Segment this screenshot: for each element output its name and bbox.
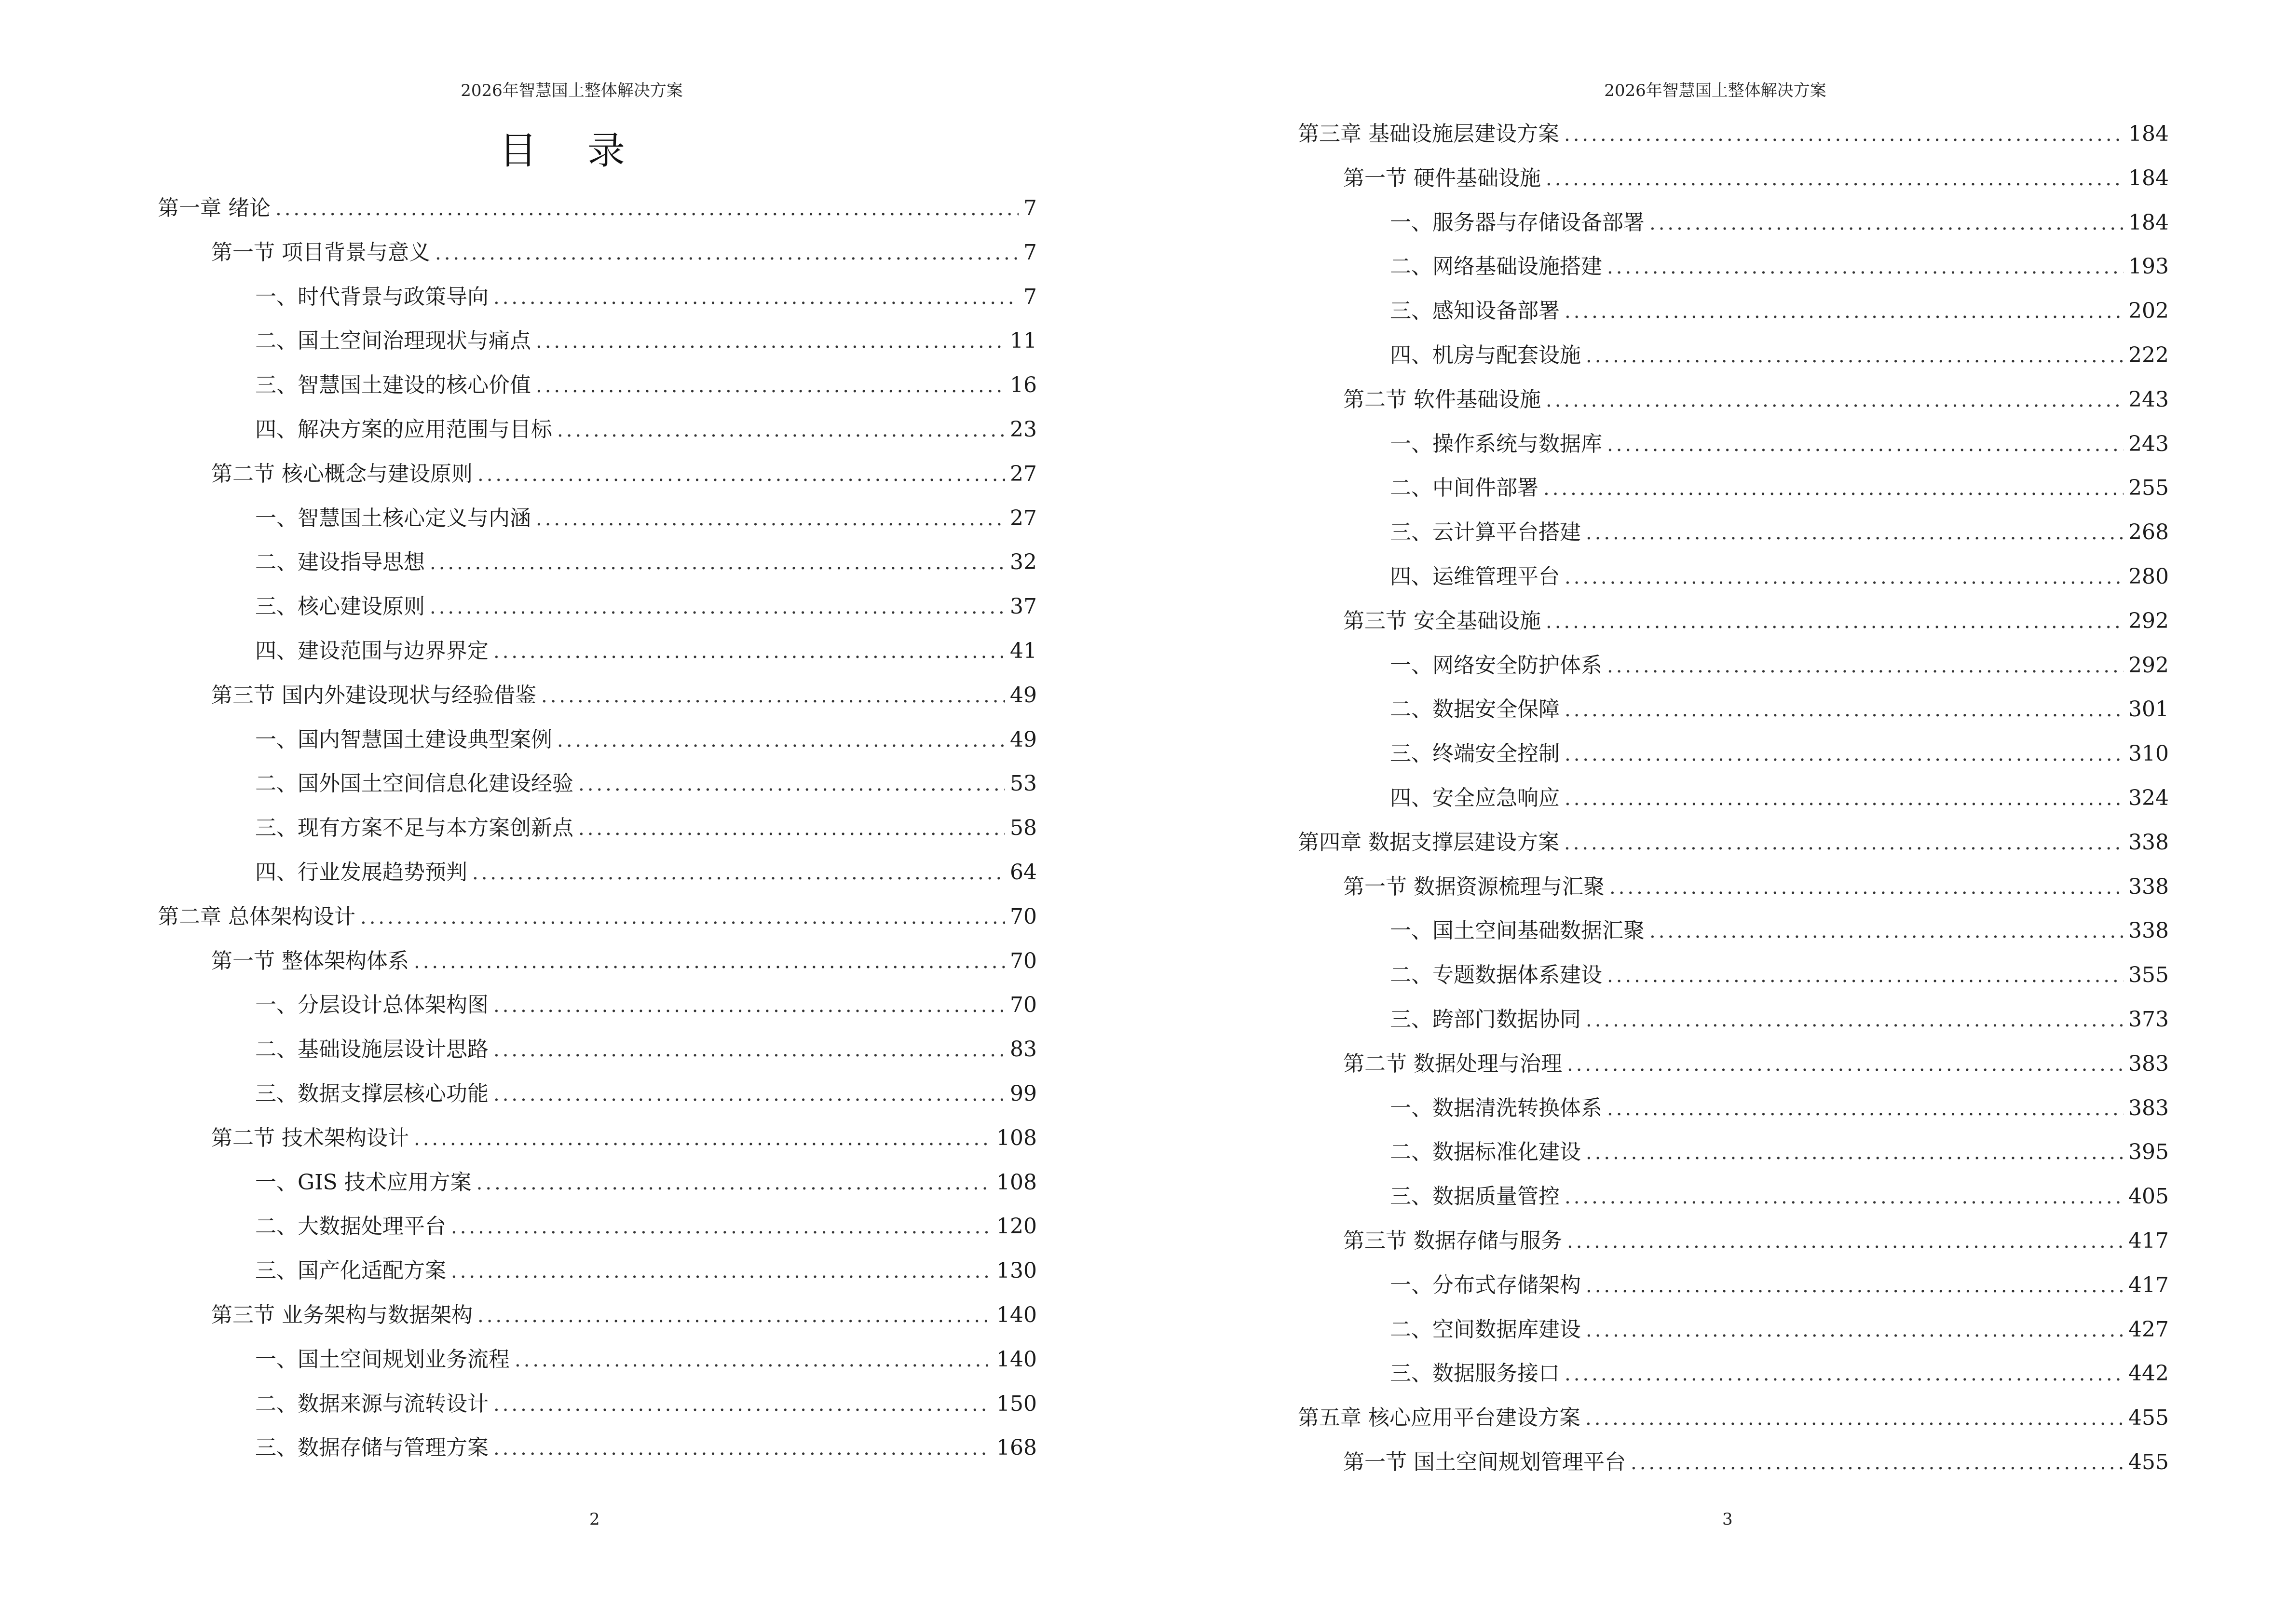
toc-page-number: 7 [1023,284,1037,309]
toc-entry-title: 二、建设指导思想 [255,550,425,575]
toc-page-number: 168 [996,1435,1037,1460]
toc-entry-title: 二、中间件部署 [1390,476,1538,501]
toc-subsection-link[interactable] [255,811,1037,845]
toc-page-number: 150 [996,1391,1037,1416]
toc-page-number: 427 [2128,1317,2169,1342]
toc-subsection-link[interactable] [255,1210,1037,1243]
toc-subsection-link[interactable] [255,723,1037,757]
toc-page-number: 243 [2128,387,2169,412]
toc-entry-title: 四、运维管理平台 [1390,564,1560,589]
toc-page-number: 11 [1010,328,1037,354]
toc-subsection-link[interactable] [1390,1357,2169,1391]
dot-leader [1567,1225,2124,1258]
dot-leader [414,1122,992,1156]
dot-leader [1607,959,2124,993]
dot-leader [515,1343,992,1377]
dot-leader [1586,1003,2124,1037]
dot-leader [541,679,1005,713]
toc-page-number: 338 [2128,830,2169,855]
toc-subsection-link[interactable] [255,1387,1037,1421]
toc-entry-title: 二、数据安全保障 [1390,697,1560,722]
toc-page-number: 455 [2128,1406,2169,1431]
toc-page-number: 255 [2128,476,2169,501]
toc-entry-title: 第一节 项目背景与意义 [211,240,430,265]
toc-entry-title: 第三节 业务架构与数据架构 [211,1303,473,1327]
toc-page-number: 53 [1010,771,1037,796]
dot-leader [1564,118,2124,151]
dot-leader [1586,516,2124,550]
toc-page-number: 292 [2128,653,2169,678]
toc-page-number: 442 [2128,1361,2169,1386]
toc-page-number: 108 [996,1170,1037,1195]
toc-entry-title: 二、国土空间治理现状与痛点 [255,328,531,354]
toc-page-number: 27 [1010,461,1037,486]
dot-leader [451,1255,992,1288]
toc-page-number: 310 [2128,741,2169,766]
toc-entry-title: 三、云计算平台搭建 [1390,520,1581,545]
dot-leader [472,856,1005,890]
toc-subsection-link[interactable] [1390,693,2169,726]
toc-page-number: 338 [2128,918,2169,943]
dot-leader [536,369,1005,403]
dot-leader [1565,693,2124,727]
toc-page-number: 64 [1010,860,1037,885]
toc-entry-title: 第二节 技术架构设计 [211,1125,409,1150]
toc-subsection-link[interactable] [1390,1003,2169,1037]
toc-page-number: 99 [1010,1081,1037,1106]
dot-leader [1607,1092,2124,1126]
toc-page-number: 268 [2128,520,2169,545]
toc-page-number: 7 [1023,196,1037,220]
toc-page-number: 58 [1010,816,1037,841]
toc-subsection-link[interactable] [255,856,1037,889]
toc-page-number: 338 [2128,874,2169,899]
dot-leader [1607,428,2124,462]
dot-leader [578,767,1005,801]
dot-leader [1586,1313,2124,1347]
dot-leader [536,502,1005,536]
page-number: 2 [589,1510,600,1529]
dot-leader [536,325,1005,358]
toc-entry-title: 第二节 数据处理与治理 [1343,1051,1562,1076]
toc-subsection-link[interactable] [255,546,1037,579]
toc-entry-title: 一、国内智慧国土建设典型案例 [255,727,552,752]
toc-entry-title: 三、国产化适配方案 [255,1258,446,1283]
toc-subsection-link[interactable] [1390,294,2169,328]
toc-entry-title: 三、智慧国土建设的核心价值 [255,373,531,398]
page-number: 3 [1722,1510,1733,1529]
toc-entry-title: 一、分布式存储架构 [1390,1272,1581,1297]
toc-entry-title: 二、空间数据库建设 [1390,1317,1581,1342]
dot-leader [1565,782,2124,816]
toc-entry-title: 第三节 数据存储与服务 [1343,1228,1562,1253]
dot-leader [275,192,1019,226]
toc-page-number: 184 [2128,165,2169,191]
toc-entry-title: 第一章 绪论 [158,196,271,220]
toc-subsection-link[interactable] [255,634,1037,668]
toc-subsection-link[interactable] [255,1077,1037,1111]
toc-section-link[interactable] [211,1121,1037,1155]
dot-leader [430,546,1005,580]
toc-chapter-link[interactable] [1298,1401,2169,1435]
dot-leader [493,1033,1005,1067]
toc-entry-title: 二、数据标准化建设 [1390,1140,1581,1165]
dot-leader [493,1432,992,1465]
dot-leader [1586,1136,2124,1170]
toc-page-number: 417 [2128,1228,2169,1253]
toc-entry-title: 第一节 整体架构体系 [211,948,409,973]
toc-page-number: 373 [2128,1007,2169,1032]
toc-page-number: 395 [2128,1140,2169,1165]
toc-subsection-link[interactable] [1390,471,2169,505]
toc-page-number: 202 [2128,299,2169,324]
toc-page-number: 130 [996,1258,1037,1283]
toc-page-number: 37 [1010,594,1037,619]
toc-entry-title: 三、数据支撑层核心功能 [255,1081,489,1106]
toc-subsection-link[interactable] [1390,206,2169,240]
dot-leader [1546,605,2124,639]
toc-entry-title: 一、智慧国土核心定义与内涵 [255,505,531,531]
toc-entry-title: 三、跨部门数据协同 [1390,1007,1581,1032]
toc-entry-title: 第三节 国内外建设现状与经验借鉴 [211,682,536,708]
toc-subsection-link[interactable] [1390,250,2169,284]
toc-subsection-link[interactable] [1390,1092,2169,1125]
toc-page-number: 140 [996,1303,1037,1327]
toc-page-number: 324 [2128,786,2169,810]
toc-subsection-link[interactable] [255,1033,1037,1066]
toc-entry-title: 二、国外国土空间信息化建设经验 [255,771,573,796]
toc-entry-title: 三、终端安全控制 [1390,741,1560,766]
toc-subsection-link[interactable] [255,502,1037,535]
toc-entry-title: 第二节 软件基础设施 [1343,387,1541,412]
toc-section-link[interactable] [211,679,1037,712]
toc-chapter-link[interactable] [158,900,1037,934]
toc-entry-title: 二、数据来源与流转设计 [255,1391,489,1416]
toc-entry-title: 四、建设范围与边界界定 [255,639,489,663]
dot-leader [1631,1446,2124,1480]
toc-subsection-link[interactable] [1390,914,2169,948]
toc-entry-title: 三、数据质量管控 [1390,1184,1560,1209]
dot-leader [1546,162,2124,196]
toc-entry-title: 一、GIS 技术应用方案 [255,1170,472,1195]
toc-chapter-link[interactable] [1298,117,2169,151]
toc-chapter-link[interactable] [158,191,1037,225]
toc-page-number: 83 [1010,1037,1037,1062]
dot-leader [1546,383,2124,417]
dot-leader [1649,914,2124,948]
dot-leader [430,590,1005,624]
toc-entry-title: 二、网络基础设施搭建 [1390,254,1602,279]
toc-entry-title: 一、数据清洗转换体系 [1390,1095,1602,1120]
dot-leader [493,281,1019,314]
toc-page-number: 27 [1010,505,1037,531]
toc-entry-title: 第三节 安全基础设施 [1343,608,1541,633]
toc-page-number: 383 [2128,1095,2169,1120]
dot-leader [557,723,1005,757]
dot-leader [493,989,1005,1023]
toc-section-link[interactable] [1343,383,2169,417]
toc-entry-title: 一、国土空间规划业务流程 [255,1347,510,1372]
toc-page-number: 417 [2128,1272,2169,1297]
dot-leader [1607,649,2124,683]
dot-leader [414,945,1005,979]
toc-entry-title: 一、时代背景与政策导向 [255,284,489,309]
toc-section-link[interactable] [211,1298,1037,1332]
toc-page-number: 455 [2128,1450,2169,1474]
toc-entry-title: 三、感知设备部署 [1390,299,1560,324]
toc-subsection-link[interactable] [1390,1269,2169,1302]
toc-entry-title: 第二章 总体架构设计 [158,904,355,929]
toc-page-number: 32 [1010,550,1037,575]
toc-section-link[interactable] [211,236,1037,270]
dot-leader [1585,1402,2124,1435]
toc-entry-title: 四、机房与配套设施 [1390,343,1581,368]
toc-page-number: 301 [2128,697,2169,722]
document-page-right [1144,0,2287,1624]
toc-page-number: 280 [2128,564,2169,589]
toc-section-link[interactable] [1343,1224,2169,1258]
toc-entry-title: 二、专题数据体系建设 [1390,963,1602,988]
toc-entry-title: 第一节 国土空间规划管理平台 [1343,1450,1626,1474]
toc-page-number: 120 [996,1214,1037,1239]
toc-subsection-link[interactable] [255,280,1037,314]
dot-leader [1565,1180,2124,1214]
toc-page-number: 405 [2128,1184,2169,1209]
toc-entry-title: 三、现有方案不足与本方案创新点 [255,816,573,841]
toc-entry-title: 一、分层设计总体架构图 [255,993,489,1018]
toc-section-link[interactable] [1343,604,2169,638]
toc-subsection-link[interactable] [1390,781,2169,815]
toc-page-number: 140 [996,1347,1037,1372]
toc-entry-title: 一、网络安全防护体系 [1390,653,1602,678]
toc-subsection-link[interactable] [1390,339,2169,372]
toc-page-number: 49 [1010,682,1037,708]
dot-leader [578,812,1005,846]
toc-subsection-link[interactable] [1390,516,2169,549]
dot-leader [1543,472,2124,505]
toc-page-number: 222 [2128,343,2169,368]
toc-page-number: 7 [1023,240,1037,265]
dot-leader [477,458,1005,491]
toc-page-number: 355 [2128,963,2169,988]
toc-subsection-link[interactable] [1390,958,2169,992]
toc-entry-title: 一、国土空间基础数据汇聚 [1390,918,1645,943]
toc-entry-title: 第四章 数据支撑层建设方案 [1298,830,1559,855]
toc-entry-title: 一、操作系统与数据库 [1390,431,1602,456]
dot-leader [1565,737,2124,771]
dot-leader [1565,1357,2124,1391]
toc-entry-title: 三、核心建设原则 [255,594,425,619]
toc-section-link[interactable] [1343,162,2169,195]
dot-leader [1586,1269,2124,1303]
toc-entry-title: 四、解决方案的应用范围与目标 [255,417,552,442]
toc-entry-title: 三、数据存储与管理方案 [255,1435,489,1460]
dot-leader [1565,295,2124,328]
dot-leader [493,1388,992,1421]
toc-entry-title: 二、基础设施层设计思路 [255,1037,489,1062]
toc-page-number: 193 [2128,254,2169,279]
toc-subsection-link[interactable] [255,988,1037,1022]
toc-page-number: 41 [1010,639,1037,663]
toc-subsection-link[interactable] [255,324,1037,358]
toc-subsection-link[interactable] [255,1431,1037,1465]
toc-subsection-link[interactable] [255,368,1037,402]
dot-leader [360,901,1005,934]
toc-subsection-link[interactable] [1390,737,2169,771]
dot-leader [493,1078,1005,1111]
toc-subsection-link[interactable] [255,767,1037,801]
toc-page-number: 70 [1010,904,1037,929]
toc-page-number: 108 [996,1125,1037,1150]
toc-subsection-link[interactable] [1390,1180,2169,1214]
dot-leader [1567,1048,2124,1081]
toc-subsection-link[interactable] [1390,427,2169,461]
toc-subsection-link[interactable] [1390,1135,2169,1169]
dot-leader [451,1210,992,1244]
toc-page-number: 184 [2128,122,2169,146]
toc-subsection-link[interactable] [255,1254,1037,1288]
toc-chapter-link[interactable] [1298,826,2169,860]
toc-page-number: 23 [1010,417,1037,442]
dot-leader [1586,339,2124,373]
toc-subsection-link[interactable] [255,1166,1037,1200]
toc-section-link[interactable] [211,457,1037,491]
toc-subsection-link[interactable] [255,413,1037,447]
toc-section-link[interactable] [1343,1047,2169,1081]
toc-entry-title: 二、大数据处理平台 [255,1214,446,1239]
dot-leader [1649,206,2124,240]
toc-entry-title: 四、行业发展趋势预判 [255,860,467,885]
toc-entry-title: 一、服务器与存储设备部署 [1390,210,1645,235]
toc-entry-title: 第一节 数据资源梳理与汇聚 [1343,874,1605,899]
toc-section-link[interactable] [1343,1446,2169,1479]
toc-subsection-link[interactable] [255,590,1037,624]
running-header: 2026年智慧国土整体解决方案 [1604,81,1826,100]
toc-page-number: 70 [1010,993,1037,1018]
dot-leader [1564,826,2124,860]
dot-leader [435,236,1019,270]
dot-leader [1607,250,2124,284]
toc-entry-title: 三、数据服务接口 [1390,1361,1560,1386]
dot-leader [1609,871,2124,904]
toc-section-link[interactable] [211,944,1037,978]
dot-leader [476,1166,992,1200]
toc-section-link[interactable] [1343,870,2169,904]
toc-title: 目 录 [499,129,644,173]
toc-page-number: 184 [2128,210,2169,235]
dot-leader [1565,560,2124,594]
dot-leader [477,1299,992,1333]
toc-entry-title: 第三章 基础设施层建设方案 [1298,122,1559,146]
toc-subsection-link[interactable] [1390,560,2169,594]
toc-subsection-link[interactable] [255,1343,1037,1377]
running-header: 2026年智慧国土整体解决方案 [461,81,683,100]
toc-subsection-link[interactable] [1390,1313,2169,1347]
toc-page-number: 16 [1010,373,1037,398]
toc-page-number: 243 [2128,431,2169,456]
toc-page-number: 49 [1010,727,1037,752]
toc-entry-title: 第一节 硬件基础设施 [1343,165,1541,191]
dot-leader [493,635,1005,669]
toc-entry-title: 第五章 核心应用平台建设方案 [1298,1406,1580,1431]
toc-entry-title: 四、安全应急响应 [1390,786,1560,810]
toc-entry-title: 第二节 核心概念与建设原则 [211,461,473,486]
toc-page-number: 292 [2128,608,2169,633]
toc-subsection-link[interactable] [1390,649,2169,682]
toc-page-number: 70 [1010,948,1037,973]
toc-page-number: 383 [2128,1051,2169,1076]
dot-leader [557,413,1005,447]
